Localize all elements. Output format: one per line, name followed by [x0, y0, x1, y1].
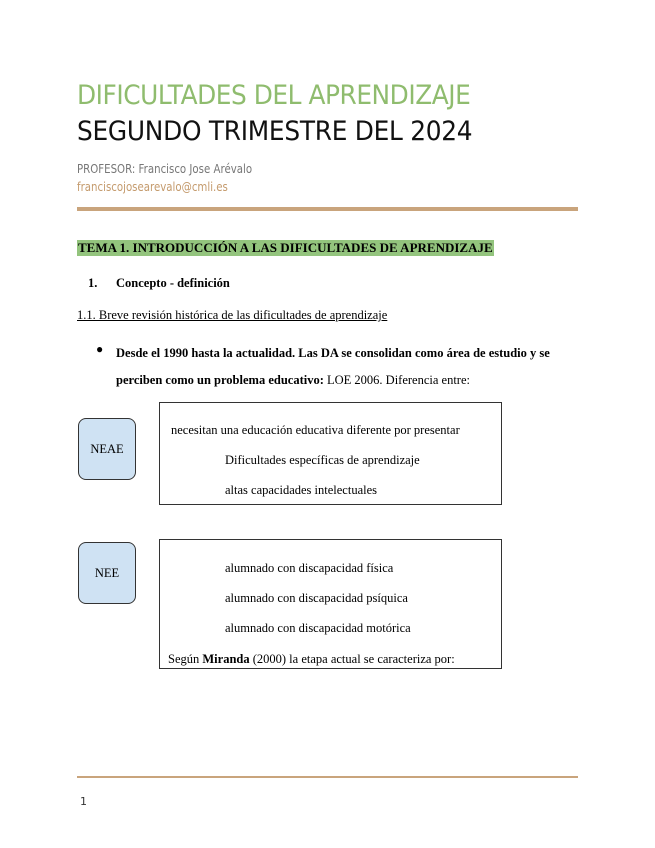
cut-author: Miranda [202, 652, 250, 666]
professor-email: franciscojosearevalo@cmli.es [77, 180, 228, 194]
professor-name: PROFESOR: Francisco Jose Arévalo [77, 162, 253, 176]
cut-prefix: Según [168, 652, 203, 666]
nee-line: alumnado con discapacidad física [225, 561, 394, 575]
bullet-bold-text: Desde el 1990 hasta la actualidad. Las DA se consolidan como área de estudio y se perciben como un problema educativo: [116, 346, 550, 387]
neae-line: necesitan una educación educativa diferente por presentar [171, 423, 460, 437]
heading-number: 1. [88, 276, 98, 290]
nee-label: NEE [94, 565, 120, 580]
nee-description-box [159, 539, 502, 669]
nee-label-box [78, 542, 136, 604]
cut-rest: (2000) la etapa actual se caracteriza por: [249, 652, 455, 666]
bullet-icon: ● [96, 342, 104, 356]
header-divider [77, 207, 578, 211]
neae-line: Dificultades específicas de aprendizaje [225, 453, 420, 467]
neae-description-box [159, 402, 502, 505]
subsection-heading: 1.1. Breve revisión histórica de las dificultades de aprendizaje [77, 308, 388, 322]
neae-line: altas capacidades intelectuales [225, 483, 378, 497]
topic-heading: TEMA 1. INTRODUCCIÓN A LAS DIFICULTADES DE APRENDIZAJE [78, 240, 493, 255]
bullet-paragraph [116, 340, 576, 394]
nee-line: alumnado con discapacidad motórica [225, 621, 411, 635]
nee-line: alumnado con discapacidad psíquica [225, 591, 408, 605]
document-title: DIFICULTADES DEL APRENDIZAJE [77, 80, 471, 111]
document-subtitle: SEGUNDO TRIMESTRE DEL 2024 [77, 116, 473, 147]
neae-label-box [78, 418, 136, 480]
neae-label: NEAE [90, 441, 124, 456]
footer-divider [77, 776, 578, 778]
page-number: 1 [80, 795, 87, 808]
nee-cut-off-line [168, 652, 455, 667]
bullet-plain-text: LOE 2006. Diferencia entre: [323, 373, 470, 387]
section-heading: Concepto - definición [116, 276, 230, 290]
